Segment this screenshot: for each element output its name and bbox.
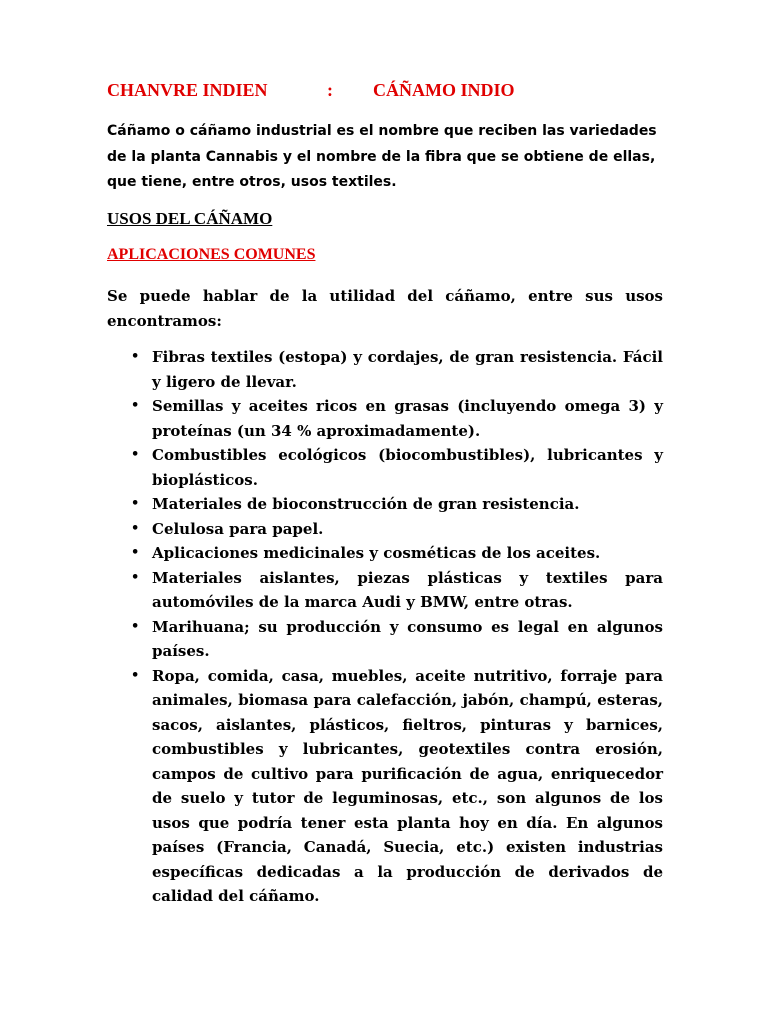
list-item	[107, 492, 663, 517]
list-item-text: Semillas y aceites ricos en grasas (incluyendo omega 3) y proteínas (un 34 % aproximadamente).	[152, 397, 663, 440]
list-item	[107, 394, 663, 443]
list-item-text: Materiales aislantes, piezas plásticas y textiles para automóviles de la marca Audi y BMW, entre otras.	[152, 568, 663, 611]
list-item-text: Combustibles ecológicos (biocombustibles), lubricantes y bioplásticos.	[152, 446, 663, 489]
bullet-icon: •	[131, 667, 140, 683]
bullet-icon: •	[131, 545, 140, 560]
uses-heading: USOS DEL CÁÑAMO	[107, 209, 273, 228]
list-item-text: Celulosa para papel.	[152, 519, 324, 538]
applications-heading: APLICACIONES COMUNES	[107, 246, 316, 263]
title-separator: :	[327, 80, 333, 100]
title-spanish: CÁÑAMO INDIO	[373, 80, 515, 100]
list-item-text: Aplicaciones medicinales y cosméticas de los aceites.	[152, 544, 601, 562]
title-french: CHANVRE INDIEN	[107, 80, 268, 100]
bullet-icon: •	[131, 398, 140, 413]
bullet-icon: •	[131, 618, 140, 634]
list-item	[107, 664, 663, 909]
uses-list	[107, 345, 663, 909]
list-item-text: Fibras textiles (estopa) y cordajes, de gran resistencia. Fácil y ligero de llevar.	[152, 348, 663, 391]
bullet-icon: •	[131, 520, 140, 536]
page-title	[107, 80, 667, 104]
list-item	[107, 443, 663, 492]
list-item	[107, 517, 663, 542]
lead-paragraph: Se puede hablar de la utilidad del cáñamo, entre sus usos encontramos:	[107, 287, 663, 330]
list-item	[107, 541, 663, 566]
list-item-text: Ropa, comida, casa, muebles, aceite nutritivo, forraje para animales, biomasa para calefacción, jabón, champú, esteras, sacos, aislantes, plásticos, fieltros, pinturas y barnices, combustibles y lubricantes, geotextiles contra erosión, campos de cultivo para purificación de agua, enriquecedor de suelo y tutor de leguminosas, etc., son algunos de los usos que podría tener esta planta hoy en día. En algunos países (Francia, Canadá, Suecia, etc.) existen industrias específicas dedicadas a la producción de derivados de calidad del cáñamo.	[152, 666, 663, 905]
bullet-icon: •	[131, 496, 140, 511]
intro-paragraph: Cáñamo o cáñamo industrial es el nombre que reciben las variedades de la planta Cannabis y el nombre de la fibra que se obtiene de ellas, que tiene, entre otros, usos textiles.	[107, 123, 657, 190]
list-item-text: Materiales de bioconstrucción de gran resistencia.	[152, 495, 580, 513]
list-item	[107, 566, 663, 615]
list-item	[107, 615, 663, 664]
bullet-icon: •	[131, 349, 140, 364]
bullet-icon: •	[131, 569, 140, 585]
list-item-text: Marihuana; su producción y consumo es legal en algunos países.	[152, 617, 663, 660]
bullet-icon: •	[131, 447, 140, 462]
list-item	[107, 345, 663, 394]
